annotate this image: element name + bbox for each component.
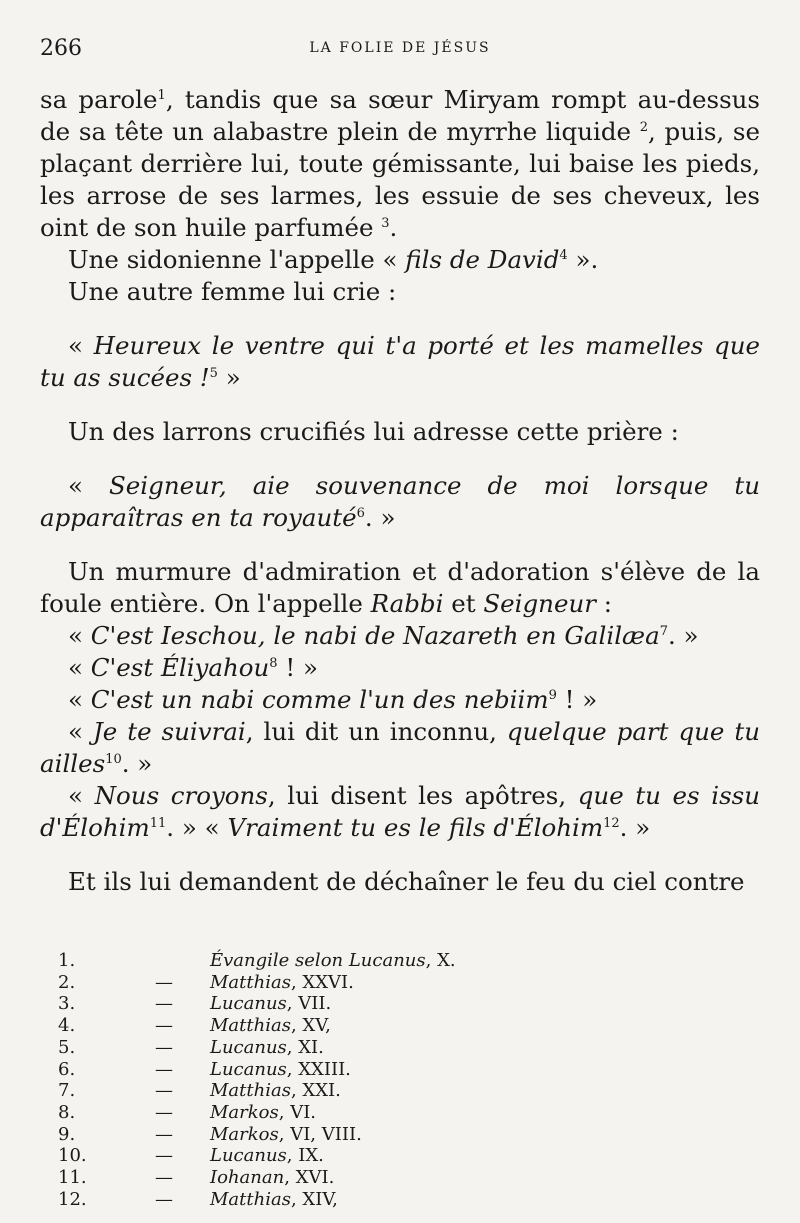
footnote-source: Markos bbox=[210, 1101, 279, 1123]
footnote-row bbox=[40, 1145, 760, 1167]
footnote-row bbox=[40, 1080, 760, 1102]
page-number: 266 bbox=[40, 36, 82, 61]
footnote-number: 5. bbox=[58, 1036, 76, 1058]
quote-nabi: « C'est un nabi comme l'un des nebiim$^9$ ! » bbox=[68, 685, 598, 714]
footnote-ditto: — bbox=[155, 993, 173, 1015]
quote-seigneur: « Seigneur, aie souvenance de moi lorsque tu apparaîtras en ta royauté$^6$. » bbox=[40, 471, 761, 532]
paragraph-sidonienne: Une sidonienne l'appelle « fils de David$^4$ ». bbox=[68, 245, 599, 274]
footnote-reference: , XXIII. bbox=[286, 1058, 351, 1080]
footnote-row bbox=[40, 1015, 760, 1037]
footnote-row bbox=[40, 1124, 760, 1146]
quote-apotres: « Nous croyons, lui disent les apôtres, que tu es issu d'Élohim$^{11}$. » « Vraiment tu es le fils d'Élohim$^{12}$. » bbox=[40, 781, 760, 842]
footnote-ditto: — bbox=[155, 1015, 173, 1037]
footnote-row bbox=[40, 1102, 760, 1124]
footnote-number: 12. bbox=[58, 1188, 87, 1210]
paragraph-feu-du-ciel: Et ils lui demandent de déchaîner le feu du ciel contre bbox=[68, 867, 745, 896]
footnote-ditto: — bbox=[155, 1188, 173, 1210]
footnote-reference: , VII. bbox=[286, 993, 332, 1015]
paragraph-murmure: Un murmure d'admiration et d'adoration s'élève de la foule entière. On l'appelle Rabbi et Seigneur : bbox=[40, 557, 760, 618]
paragraph-anointing: sa parole$^1$, tandis que sa sœur Miryam rompt au-dessus de sa tête un alabastre plein de myrrhe liquide $^2$, puis, se plaçant derrière lui, toute gémissante, lui baise les pieds, les arrose de ses larmes, les essuie de ses cheveux, les oint de son huile parfumée $^3$. bbox=[40, 85, 761, 242]
footnote-reference: , IX. bbox=[286, 1145, 324, 1167]
footnote-number: 3. bbox=[58, 993, 76, 1015]
page-header bbox=[40, 30, 760, 66]
footnote-source: Lucanus bbox=[210, 993, 287, 1015]
footnote-row bbox=[40, 950, 760, 972]
footnote-ditto: — bbox=[155, 1080, 173, 1102]
footnote-ditto: — bbox=[155, 1101, 173, 1123]
footnote-number: 9. bbox=[58, 1123, 76, 1145]
footnote-reference: , X. bbox=[425, 950, 456, 971]
footnote-source: Lucanus bbox=[210, 1058, 287, 1080]
quote-heureux: « Heureux le ventre qui t'a porté et les mamelles que tu as sucées !$^5$ » bbox=[40, 331, 760, 392]
footnote-reference: , VI, VIII. bbox=[278, 1123, 362, 1145]
footnotes bbox=[40, 950, 760, 1210]
footnote-number: 10. bbox=[58, 1145, 87, 1167]
quote-suivrai: « Je te suivrai, lui dit un inconnu, quelque part que tu ailles$^{10}$. » bbox=[40, 717, 760, 778]
footnote-source: Évangile selon Lucanus bbox=[210, 950, 426, 971]
footnote-ditto: — bbox=[155, 1123, 173, 1145]
footnote-ditto: — bbox=[155, 1058, 173, 1080]
footnote-number: 1. bbox=[58, 950, 76, 971]
footnote-source: Lucanus bbox=[210, 1036, 287, 1058]
footnote-row bbox=[40, 1167, 760, 1189]
footnote-row bbox=[40, 1059, 760, 1081]
footnote-number: 11. bbox=[58, 1167, 87, 1189]
footnote-number: 6. bbox=[58, 1058, 76, 1080]
footnote-number: 7. bbox=[58, 1080, 76, 1102]
footnote-reference: , XIV, bbox=[290, 1188, 338, 1210]
footnote-reference: , XV, bbox=[290, 1015, 331, 1037]
footnote-source: Iohanan bbox=[210, 1167, 285, 1189]
footnote-reference: , XI. bbox=[286, 1036, 324, 1058]
paragraph-larrons: Un des larrons crucifiés lui adresse cette prière : bbox=[68, 417, 679, 446]
footnote-ditto: — bbox=[155, 971, 173, 993]
footnote-number: 8. bbox=[58, 1101, 76, 1123]
footnote-row bbox=[40, 993, 760, 1015]
footnote-source: Matthias bbox=[210, 1080, 291, 1102]
footnote-ditto bbox=[118, 950, 210, 972]
quote-ieschou: « C'est Ieschou, le nabi de Nazareth en Galilæa$^7$. » bbox=[68, 621, 699, 650]
footnote-number: 4. bbox=[58, 1015, 76, 1037]
footnote-source: Lucanus bbox=[210, 1145, 287, 1167]
running-title: LA FOLIE DE JÉSUS bbox=[309, 40, 491, 56]
footnote-source: Matthias bbox=[210, 971, 291, 993]
footnote-reference: , XVI. bbox=[284, 1167, 335, 1189]
footnote-number: 2. bbox=[58, 971, 76, 993]
footnote-source: Matthias bbox=[210, 1015, 291, 1037]
footnote-reference: , VI. bbox=[278, 1101, 317, 1123]
footnote-ditto: — bbox=[155, 1145, 173, 1167]
footnote-row bbox=[40, 1037, 760, 1059]
paragraph-autre-femme: Une autre femme lui crie : bbox=[68, 277, 397, 306]
quote-eliyahou: « C'est Éliyahou$^8$ ! » bbox=[68, 653, 318, 682]
footnote-reference: , XXVI. bbox=[290, 971, 354, 993]
footnote-ditto: — bbox=[155, 1167, 173, 1189]
footnote-row bbox=[40, 1189, 760, 1211]
body-text bbox=[40, 84, 760, 898]
footnote-source: Markos bbox=[210, 1123, 279, 1145]
footnote-ditto: — bbox=[155, 1036, 173, 1058]
book-page bbox=[40, 30, 760, 1210]
footnote-row bbox=[40, 972, 760, 994]
footnote-reference: , XXI. bbox=[290, 1080, 341, 1102]
footnote-source: Matthias bbox=[210, 1188, 291, 1210]
